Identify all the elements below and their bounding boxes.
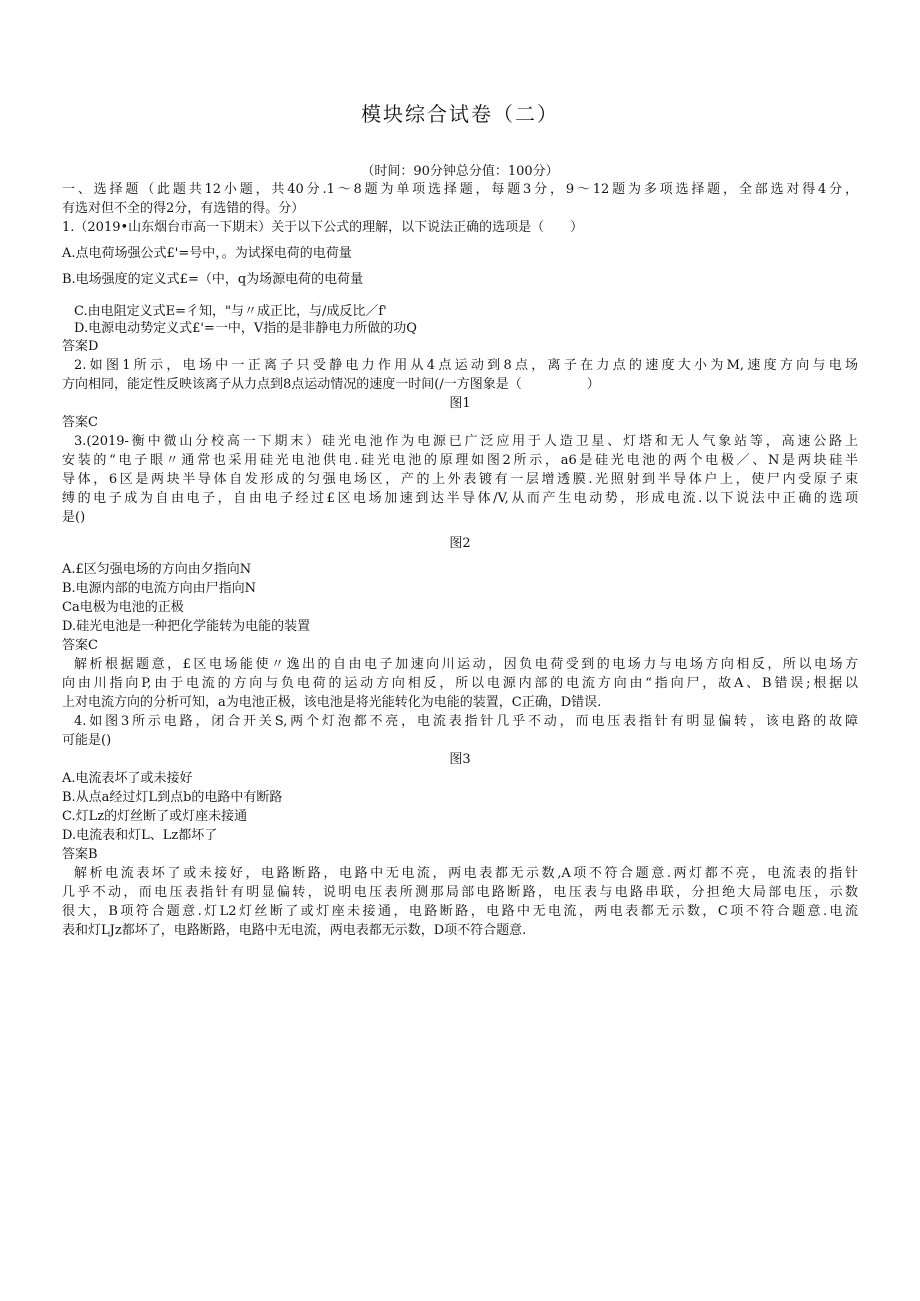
q1-option-c: C.由电阻定义式E=彳知，"与〃成正比，与/成反比／f' — [74, 304, 387, 319]
q1-option-b: B.电场强度的定义式£=（中，q为场源电荷的电荷量 — [62, 272, 364, 287]
q3-option-c: Ca电极为电池的正极 — [62, 600, 184, 615]
q4-option-b: B.从点a经过灯L到点b的电路中有断路 — [62, 790, 283, 805]
q3-option-b: B.电源内部的电流方向由尸指向N — [62, 581, 257, 596]
figure-1-caption: 图1 — [449, 396, 471, 411]
q4-option-a: A.电流表坏了或未接好 — [62, 771, 193, 786]
q4-option-d: D.电流表和灯L、Lz都坏了 — [62, 828, 218, 843]
figure-2-caption: 图2 — [449, 536, 471, 551]
q4-stem-line-2: 可能是() — [62, 733, 112, 748]
q1-answer: 答案D — [62, 339, 99, 354]
q3-explanation-line-3: 上对电流方向的分析可知，a为电池正极，该电池是将光能转化为电能的装置，C正确，D错误. — [62, 695, 602, 710]
exam-content — [62, 180, 858, 940]
q4-explanation-line-2: 几乎不动，而电压表指针有明显偏转，说明电压表所测那局部电路断路，电压表与电路串联，分担绝大局部电压，示数 — [62, 885, 858, 900]
q4-explanation-line-4: 表和灯LJz都坏了，电路断路，电路中无电流，两电表都无示数，D项不符合题意. — [62, 923, 527, 938]
q2-stem-line-2: 方向相同，能定性反映该离子从力点到8点运动情况的速度一时间(/一方图象是（ ） — [62, 377, 600, 392]
q3-stem-line-2: 安装的“电子眼〃通常也采用硅光电池供电.硅光电池的原理如图2所示，a6是硅光电池的两个电极／、N是两块硅半 — [62, 453, 858, 468]
page-title: 模块综合试卷（二） — [361, 102, 559, 126]
q2-answer: 答案C — [62, 415, 98, 430]
section-heading-line-1: 一、选择题（此题共12小题，共40分.1〜8题为单项选择题，每题3分，9〜12题为多项选择题，全部选对得4分， — [62, 182, 858, 197]
q3-option-d: D.硅光电池是一种把化学能转为电能的装置 — [62, 619, 311, 634]
q4-explanation-line-1: 解析电流表坏了或未接好，电路断路，电路中无电流，两电表都无示数,A项不符合题意.两灯都不亮，电流表的指针 — [74, 866, 858, 881]
q3-option-a: A.£区匀强电场的方向由夕指向N — [62, 562, 252, 577]
q3-answer: 答案C — [62, 638, 98, 653]
q3-stem-line-1: 3.(2019-衡中微山分校高一下期末）硅光电池作为电源已广泛应用于人造卫星、灯塔和无人气象站等，高速公路上 — [74, 434, 858, 449]
figure-3-caption: 图3 — [449, 752, 471, 767]
q4-answer: 答案B — [62, 847, 98, 862]
q1-option-a: A.点电荷场强公式£'=号中，。为试探电荷的电荷量 — [62, 246, 352, 261]
q3-stem-line-5: 是() — [62, 510, 86, 525]
q3-stem-line-3: 导体，6区是两块半导体自发形成的匀强电场区，产的上外表镀有一层增透膜.光照射到半导体户上，使尸内受原子束 — [62, 472, 858, 487]
q4-stem-line-1: 4.如图3所示电路，闭合开关S,两个灯泡都不亮，电流表指针几乎不动，而电压表指针有明显偏转，该电路的故障 — [74, 714, 858, 729]
q4-option-c: C.灯Lz的灯丝断了或灯座未接通 — [62, 809, 248, 824]
section-heading-line-2: 有选对但不全的得2分，有选错的得。分） — [62, 201, 305, 216]
q3-explanation-line-1: 解析根据题意，£区电场能使〃逸出的自由电子加速向川运动，因负电荷受到的电场力与电场方向相反，所以电场方 — [74, 657, 858, 672]
q3-explanation-line-2: 向由川指向P,由于电流的方向与负电荷的运动方向相反，所以电源内部的电流方向由“指向尸，故A、B错误;根据以 — [62, 676, 858, 691]
q1-option-d: D.电源电动势定义式£'=一中，V指的是非静电力所做的功Q — [74, 321, 417, 336]
q3-stem-line-4: 缚的电子成为自由电子，自由电子经过£区电场加速到达半导体/V,从而产生电动势，形成电流.以下说法中正确的选项 — [62, 491, 858, 506]
q4-explanation-line-3: 很大，B项符合题意.灯L2灯丝断了或灯座未接通，电路断路，电路中无电流，两电表都无示数，C项不符合题意.电流 — [62, 904, 858, 919]
q2-stem-line-1: 2.如图1所示，电场中一正离子只受静电力作用从4点运动到8点，离子在力点的速度大小为M,速度方向与电场 — [74, 358, 858, 373]
q1-stem: 1.（2019•山东烟台市高一下期末）关于以下公式的理解，以下说法正确的选项是（ ） — [62, 220, 584, 235]
exam-meta: （时间：90分钟总分值：100分） — [361, 164, 559, 179]
